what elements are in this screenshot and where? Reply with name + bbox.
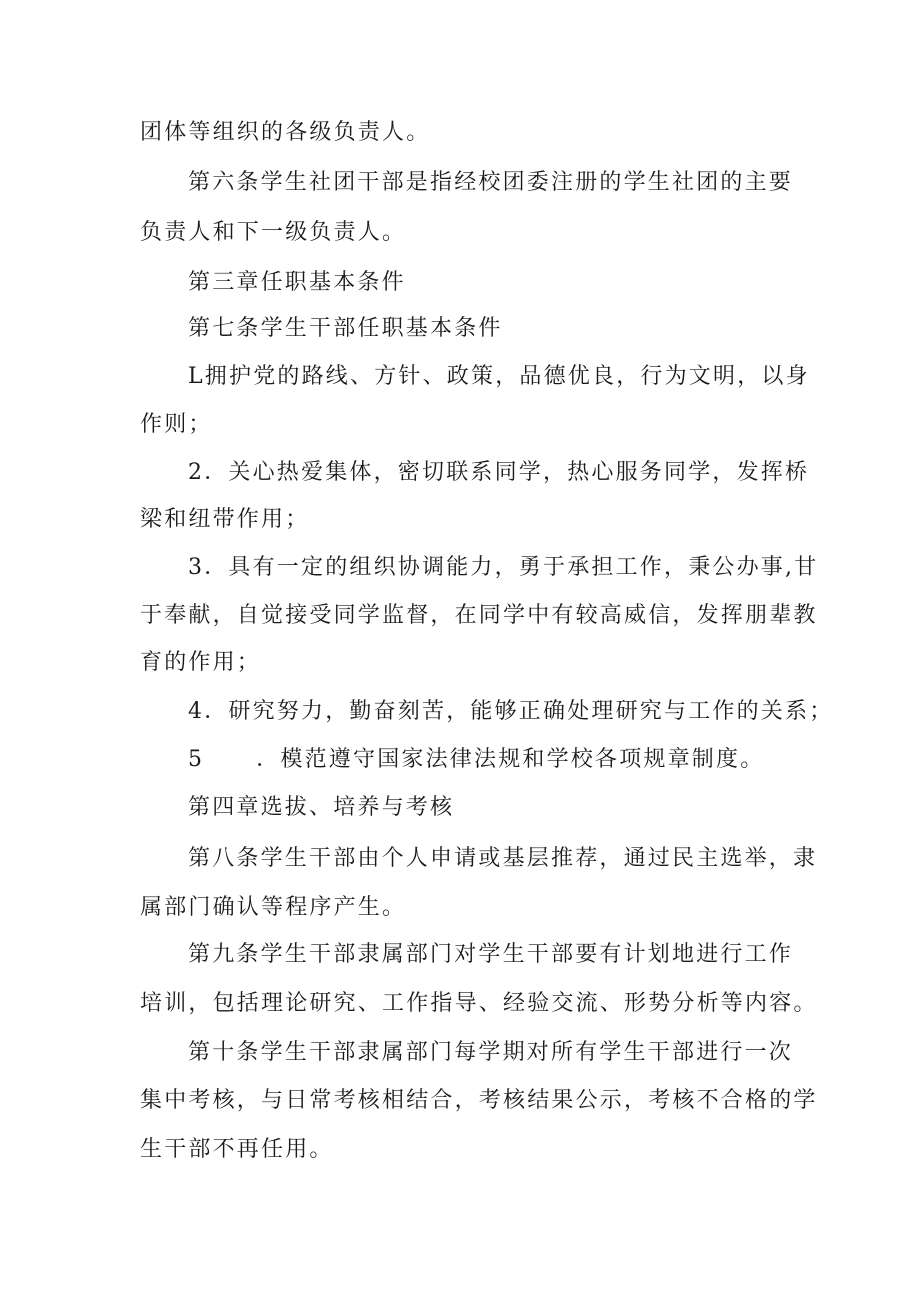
- chapter-3-heading: 第三章任职基本条件: [188, 270, 406, 295]
- item-5-number: 5: [188, 747, 205, 772]
- chapter-4-heading: 第四章选拔、培养与考核: [188, 795, 455, 820]
- item-3-line-2: 于奉献，自觉接受同学监督，在同学中有较高威信，发挥朋辈教: [140, 603, 818, 628]
- article-8-line-1: 第八条学生干部由个人申请或基层推荐，通过民主选举，隶: [188, 846, 818, 871]
- item-1-line-1: L拥护党的路线、方针、政策，品德优良，行为文明，以身: [188, 364, 810, 389]
- article-9-line-1: 第九条学生干部隶属部门对学生干部要有计划地进行工作: [188, 942, 794, 967]
- item-3-line-1: 3．具有一定的组织协调能力，勇于承担工作，秉公办事,甘: [188, 555, 819, 580]
- article-7-heading: 第七条学生干部任职基本条件: [188, 316, 503, 341]
- article-9-line-2: 培训，包括理论研究、工作指导、经验交流、形势分析等内容。: [140, 991, 818, 1016]
- article-10-line-2: 集中考核，与日常考核相结合，考核结果公示，考核不合格的学: [140, 1088, 818, 1113]
- text-line-1: 团体等组织的各级负责人。: [140, 120, 431, 145]
- article-10-line-3: 生干部不再任用。: [140, 1137, 334, 1162]
- article-6-line-2: 负责人和下一级负责人。: [140, 220, 407, 245]
- item-3-line-3: 育的作用；: [140, 650, 262, 675]
- item-4-line-1: 4．研究努力，勤奋刻苦，能够正确处理研究与工作的关系；: [188, 699, 834, 724]
- article-10-line-1: 第十条学生干部隶属部门每学期对所有学生干部进行一次: [188, 1040, 794, 1065]
- item-2-line-1: 2．关心热爱集体，密切联系同学，热心服务同学，发挥桥: [188, 460, 810, 485]
- item-5-line-1: [188, 745, 764, 775]
- item-1-line-2: 作则；: [140, 412, 213, 437]
- article-6-line-1: 第六条学生社团干部是指经校团委注册的学生社团的主要: [188, 170, 794, 195]
- item-5-text: ．模范遵守国家法律法规和学校各项规章制度。: [256, 747, 765, 772]
- item-2-line-2: 梁和纽带作用；: [140, 507, 310, 532]
- article-8-line-2: 属部门确认等程序产生。: [140, 895, 407, 920]
